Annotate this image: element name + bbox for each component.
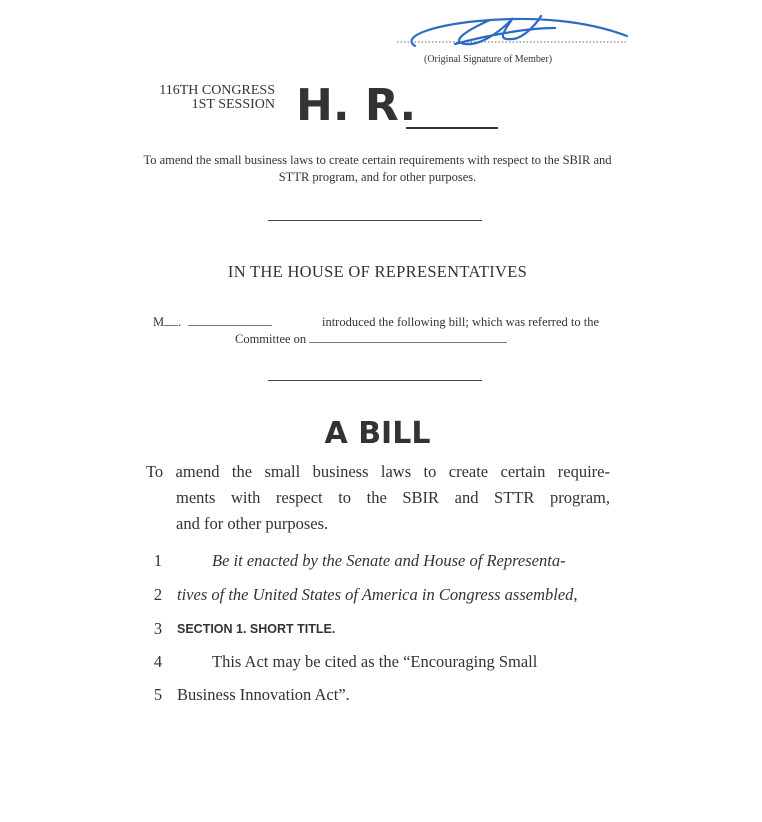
bill-line xyxy=(150,619,610,645)
line-number: 3 xyxy=(153,619,163,638)
purpose-statement xyxy=(146,459,610,537)
line-number: 1 xyxy=(153,551,163,570)
bill-line xyxy=(150,585,610,611)
purpose-line: To amend the small business laws to create certain require- xyxy=(146,462,610,481)
divider-rule xyxy=(268,220,482,221)
section-text: This Act may be cited as the “Encouraging Small xyxy=(212,652,538,671)
bill-heading: A BILL xyxy=(324,416,431,451)
member-signature xyxy=(395,6,635,56)
enacting-clause: tives of the United States of America in Congress assembled, xyxy=(177,585,578,604)
bill-line xyxy=(150,551,610,577)
purpose-summary: To amend the small business laws to create certain requirements with respect to the SBIR and STTR program, and for other purposes. xyxy=(143,153,612,184)
congress-session-block xyxy=(145,84,275,112)
enacting-clause: Be it enacted by the Senate and House of Representa- xyxy=(212,551,566,570)
section-text: Business Innovation Act”. xyxy=(177,685,350,704)
chamber-heading: IN THE HOUSE OF REPRESENTATIVES xyxy=(227,262,528,281)
divider-rule xyxy=(268,380,482,381)
signature-caption: (Original Signature of Member) xyxy=(424,54,553,65)
introduced-text: introduced the following bill; which was referred to the xyxy=(321,315,599,329)
member-name-blank xyxy=(188,314,272,326)
line-number: 4 xyxy=(153,652,163,671)
purpose-line: and for other purposes. xyxy=(176,514,329,533)
line-number: 5 xyxy=(153,685,163,704)
bill-line xyxy=(150,652,610,678)
bill-line xyxy=(150,685,610,711)
section-heading: SECTION 1. SHORT TITLE. xyxy=(177,622,336,636)
member-prefix: M xyxy=(153,315,165,329)
line-number: 2 xyxy=(153,585,163,604)
committee-blank xyxy=(309,331,507,343)
introduction-statement: M . introduced the following bill; which was referred to the Committee on xyxy=(153,315,599,346)
committee-text: Committee on xyxy=(235,332,307,346)
member-title-blank xyxy=(164,314,178,326)
bill-type-title: H. R. xyxy=(296,80,417,131)
congress-label: 116TH CONGRESS xyxy=(159,83,275,98)
bill-number-blank xyxy=(406,127,498,129)
session-label: 1ST SESSION xyxy=(191,97,275,112)
purpose-line: ments with respect to the SBIR and STTR program, xyxy=(176,488,610,507)
